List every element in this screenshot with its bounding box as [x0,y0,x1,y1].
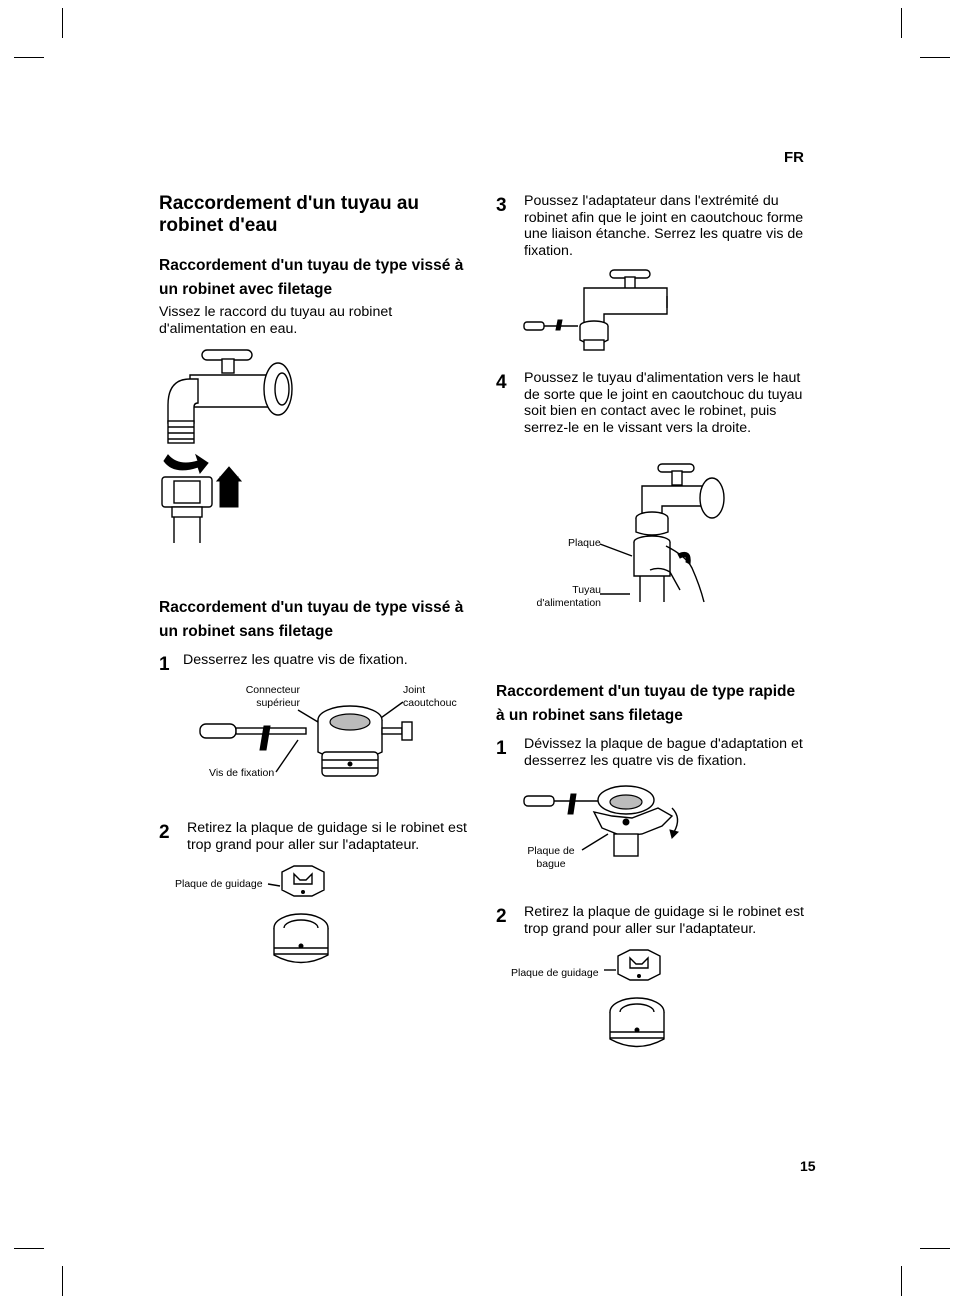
step-number: 2 [159,822,170,843]
crop-mark [14,57,44,58]
guide-plate-illustration [268,860,338,970]
step-number: 4 [496,372,507,393]
label-vis: Vis de fixation [209,767,275,779]
crop-mark [62,1266,63,1296]
label-plaque-guidage: Plaque de guidage [175,878,263,890]
step-number: 2 [496,906,507,927]
section-heading: Raccordement d'un tuyau de type vissé à un robinet avec filetage [159,257,464,298]
label-plaque-bague: Plaque de bague [527,845,575,870]
section-heading: Raccordement d'un tuyau de type rapide à un robinet sans filetage [496,683,796,724]
section-heading: Raccordement d'un tuyau de type vissé à un robinet sans filetage [159,599,464,640]
step-text: Retirez la plaque de guidage si le robinet est trop grand pour aller sur l'adaptateur. [187,820,467,853]
crop-mark [901,1266,902,1296]
label-plaque: Plaque [568,537,601,549]
crop-mark [920,1248,950,1249]
step-number: 3 [496,195,507,216]
language-code: FR [784,149,804,166]
step-text: Retirez la plaque de guidage si le robinet est trop grand pour aller sur l'adaptateur. [524,904,804,937]
crop-mark [14,1248,44,1249]
label-connecteur: Connecteur supérieur [245,684,300,709]
hose-connection-illustration [600,462,730,612]
label-tuyau: Tuyau d'alimentation [536,584,601,609]
section-text: Vissez le raccord du tuyau au robinet d'alimentation en eau. [159,304,393,337]
guide-plate-illustration [604,944,674,1054]
crop-mark [920,57,950,58]
label-plaque-guidage: Plaque de guidage [511,967,599,979]
adapter-illustration [198,690,418,790]
step-number: 1 [159,654,170,675]
quick-adapter-illustration [522,778,692,868]
step-text: Desserrez les quatre vis de fixation. [183,652,408,668]
step-number: 1 [496,738,507,759]
label-joint: Joint caoutchouc [403,684,457,709]
crop-mark [901,8,902,38]
page-title: Raccordement d'un tuyau au robinet d'eau [159,193,420,236]
step-text: Poussez le tuyau d'alimentation vers le haut de sorte que le joint en caoutchouc du tuyau soit bien en contact avec le robinet, puis serrez-le en le vissant vers la droite. [524,370,803,436]
page-number: 15 [800,1158,816,1174]
step-text: Dévissez la plaque de bague d'adaptation et desserrez les quatre vis de fixation. [524,736,803,769]
step-text: Poussez l'adaptateur dans l'extrémité du robinet afin que le joint en caoutchouc forme une liaison étanche. Serrez les quatre vis de fixation. [524,193,804,259]
crop-mark [62,8,63,38]
faucet-adapter-illustration [522,268,672,358]
faucet-threaded-illustration [150,345,310,545]
